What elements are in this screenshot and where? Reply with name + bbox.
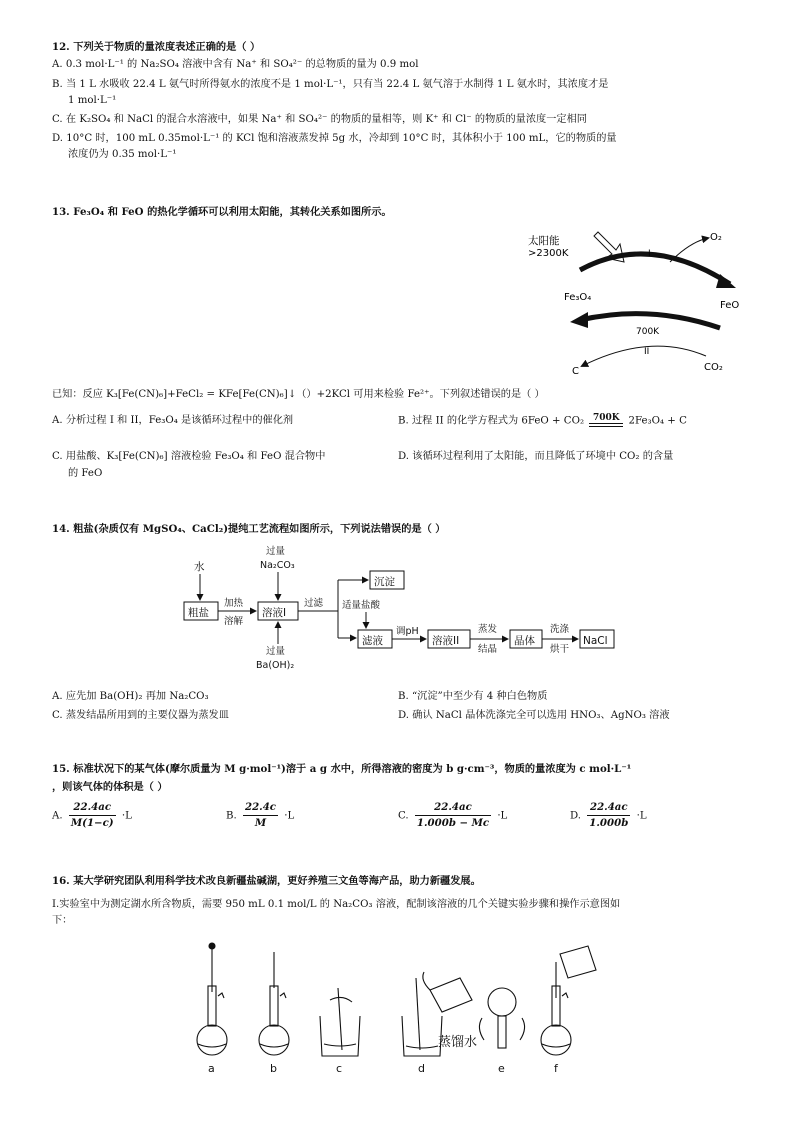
q13-option-d[interactable]: D. 该循环过程利用了太阳能，而且降低了环境中 CO₂ 的含量 xyxy=(398,451,674,462)
q15-option-c[interactable]: C. $\frac{22.4ac}{1.000b - Mc}$ ·L xyxy=(398,801,508,829)
flow-filter: 过滤 xyxy=(304,598,324,609)
flow-nacl: NaCl xyxy=(583,635,608,647)
inverted-flask-icon xyxy=(479,988,524,1048)
q15-title: 15. 标准状况下的某气体(摩尔质量为 M g·mol⁻¹)溶于 a g 水中，所得溶液的密度为 b g·cm⁻³，物质的量浓度为 c mol·L⁻¹ xyxy=(52,763,632,775)
q13-option-b-pre: B. 过程 II 的化学方程式为 6FeO + CO₂ xyxy=(398,415,585,427)
wash-bottle-icon xyxy=(423,972,472,1012)
q14-flow-diagram xyxy=(180,544,620,674)
apparatus-label-d: d xyxy=(418,1062,425,1075)
co2-label: CO₂ xyxy=(704,362,723,373)
flow-precip: 沉淀 xyxy=(374,576,395,588)
flow-hcl: 适量盐酸 xyxy=(342,600,381,611)
q13-known: 已知：反应 K₃[Fe(CN)₆]+FeCl₂ = KFe[Fe(CN)₆]↓（）+2KCl 可用来检验 Fe²⁺。下列叙述错误的是（ ） xyxy=(52,389,545,400)
flask-dropper-icon xyxy=(197,943,227,1055)
q15-c-numerator: 22.4ac xyxy=(415,800,491,816)
flow-heat: 加热 xyxy=(224,598,244,609)
q12-option-c[interactable]: C. 在 K₂SO₄ 和 NaCl 的混合水溶液中，如果 Na⁺ 和 SO₄²⁻ 的物质的量相等，则 K⁺ 和 Cl⁻ 的物质的量浓度一定相同 xyxy=(52,114,587,125)
q12-option-b-cont: 1 mol·L⁻¹ xyxy=(68,95,117,106)
q12-title: 12. 下列关于物质的量浓度表述正确的是（ ） xyxy=(52,41,261,53)
flow-excess-bottom: 过量 xyxy=(266,646,286,657)
q15-a-numerator: 22.4ac xyxy=(69,800,116,816)
c-label: C xyxy=(572,366,579,377)
flow-crude: 粗盐 xyxy=(188,607,209,619)
flow-excess-top: 过量 xyxy=(266,546,286,557)
pouring-flask-icon xyxy=(541,946,596,1055)
flow-sol2: 溶液II xyxy=(432,635,460,647)
flow-ph: 调pH xyxy=(396,626,419,637)
apparatus-label-f: f xyxy=(554,1062,558,1075)
q12-option-a[interactable]: A. 0.3 mol·L⁻¹ 的 Na₂SO₄ 溶液中含有 Na⁺ 和 SO₄²⁻ 的总物质的量为 0.9 mol xyxy=(52,59,419,70)
q16-apparatus-figure xyxy=(190,938,610,1078)
q16-paragraph: I.实验室中为测定湖水所含物质，需要 950 mL 0.1 mol/L 的 Na₂CO₃ 溶液，配制该溶液的几个关键实验步骤和操作示意图如 xyxy=(52,899,621,910)
apparatus-label-e: e xyxy=(498,1062,505,1075)
step1-label: I xyxy=(648,249,651,259)
o2-label: O₂ xyxy=(710,232,722,243)
flow-filtrate: 滤液 xyxy=(362,635,383,647)
cycle-arc-bottom xyxy=(580,314,720,328)
q13-option-b-post: 2Fe₃O₄ + C xyxy=(628,415,687,427)
apparatus-label-c: c xyxy=(336,1062,343,1075)
beaker-rod-icon xyxy=(402,978,442,1056)
q13-cycle-diagram xyxy=(520,222,750,382)
sun-label: 太阳能 xyxy=(528,235,560,247)
distilled-water-label: 蒸馏水 xyxy=(438,1035,478,1050)
q15-b-numerator: 22.4c xyxy=(243,800,278,816)
beaker-stirring-icon xyxy=(320,988,360,1056)
apparatus-label-a: a xyxy=(208,1062,215,1075)
q15-d-numerator: 22.4ac xyxy=(587,800,630,816)
flow-na2co3: Na₂CO₃ xyxy=(260,560,295,571)
flow-wash: 洗涤 xyxy=(550,624,570,635)
q14-title: 14. 粗盐(杂质仅有 MgSO₄、CaCl₂)提纯工艺流程如图所示，下列说法错误的是（ ） xyxy=(52,523,446,535)
q14-option-b[interactable]: B. “沉淀”中至少有 4 种白色物质 xyxy=(398,691,548,702)
q15-option-a[interactable]: A. $\frac{22.4ac}{M(1-c)}$ ·L xyxy=(52,801,132,829)
q15-b-denominator: M xyxy=(254,816,267,829)
q15-option-d[interactable]: D. $\frac{22.4ac}{1.000b}$ ·L xyxy=(570,801,647,829)
step2-label: II xyxy=(644,347,650,357)
flow-crystal: 晶体 xyxy=(514,635,535,647)
cycle-arc-top xyxy=(580,254,730,284)
q15-c-denominator: 1.000b − Mc xyxy=(416,816,490,829)
q12-option-d[interactable]: D. 10°C 时，100 mL 0.35mol·L⁻¹ 的 KCl 饱和溶液蒸发掉 5g 水，冷却到 10°C 时，其体积小于 100 mL，它的物质的量 xyxy=(52,133,617,144)
apparatus-label-b: b xyxy=(270,1062,277,1075)
q15-a-denominator: M(1−c) xyxy=(70,816,114,829)
q14-option-d[interactable]: D. 确认 NaCl 晶体洗涤完全可以选用 HNO₃、AgNO₃ 溶液 xyxy=(398,710,670,721)
volumetric-flask-icon xyxy=(259,952,289,1055)
flow-water: 水 xyxy=(194,561,205,573)
flow-dry: 烘干 xyxy=(550,644,570,655)
q13-option-c-cont: 的 FeO xyxy=(68,468,103,479)
feo-label: FeO xyxy=(720,300,740,311)
q14-option-a[interactable]: A. 应先加 Ba(OH)₂ 再加 Na₂CO₃ xyxy=(52,691,209,702)
flow-baoh2: Ba(OH)₂ xyxy=(256,660,295,671)
q15-option-b[interactable]: B. $\frac{22.4c}{M}$ ·L xyxy=(226,801,295,829)
sun-temp-label: >2300K xyxy=(528,248,569,259)
flow-sol1: 溶液I xyxy=(262,607,287,619)
q12-option-d-cont: 浓度仍为 0.35 mol·L⁻¹ xyxy=(68,149,177,160)
flow-cryst: 结晶 xyxy=(478,644,498,655)
flow-evap: 蒸发 xyxy=(478,624,498,635)
temp2-label: 700K xyxy=(636,327,660,337)
q16-paragraph-cont: 下： xyxy=(52,915,73,926)
q15-title-cont: ，则该气体的体积是（ ） xyxy=(52,781,168,793)
q16-title: 16. 某大学研究团队利用科学技术改良新疆盐碱湖，更好养殖三文鱼等海产品，助力新疆发展。 xyxy=(52,875,481,887)
q15-d-denominator: 1.000b xyxy=(589,816,629,829)
q13-title: 13. Fe₃O₄ 和 FeO 的热化学循环可以利用太阳能，其转化关系如图所示。 xyxy=(52,206,392,218)
q13-option-b[interactable] xyxy=(398,414,687,429)
q13-option-a[interactable]: A. 分析过程 I 和 II，Fe₃O₄ 是该循环过程中的催化剂 xyxy=(52,415,294,426)
q13-option-c[interactable]: C. 用盐酸、K₃[Fe(CN)₆] 溶液检验 Fe₃O₄ 和 FeO 混合物中 xyxy=(52,451,326,462)
flow-dissolve: 溶解 xyxy=(224,616,244,627)
fe3o4-label: Fe₃O₄ xyxy=(564,292,592,303)
q13-option-b-condition: 700K xyxy=(592,413,620,423)
q14-option-c[interactable]: C. 蒸发结晶所用到的主要仪器为蒸发皿 xyxy=(52,710,229,721)
q12-option-b[interactable]: B. 当 1 L 水吸收 22.4 L 氨气时所得氨水的浓度不是 1 mol·L⁻¹，只有当 22.4 L 氨气溶于水制得 1 L 氨水时，其浓度才是 xyxy=(52,79,609,90)
